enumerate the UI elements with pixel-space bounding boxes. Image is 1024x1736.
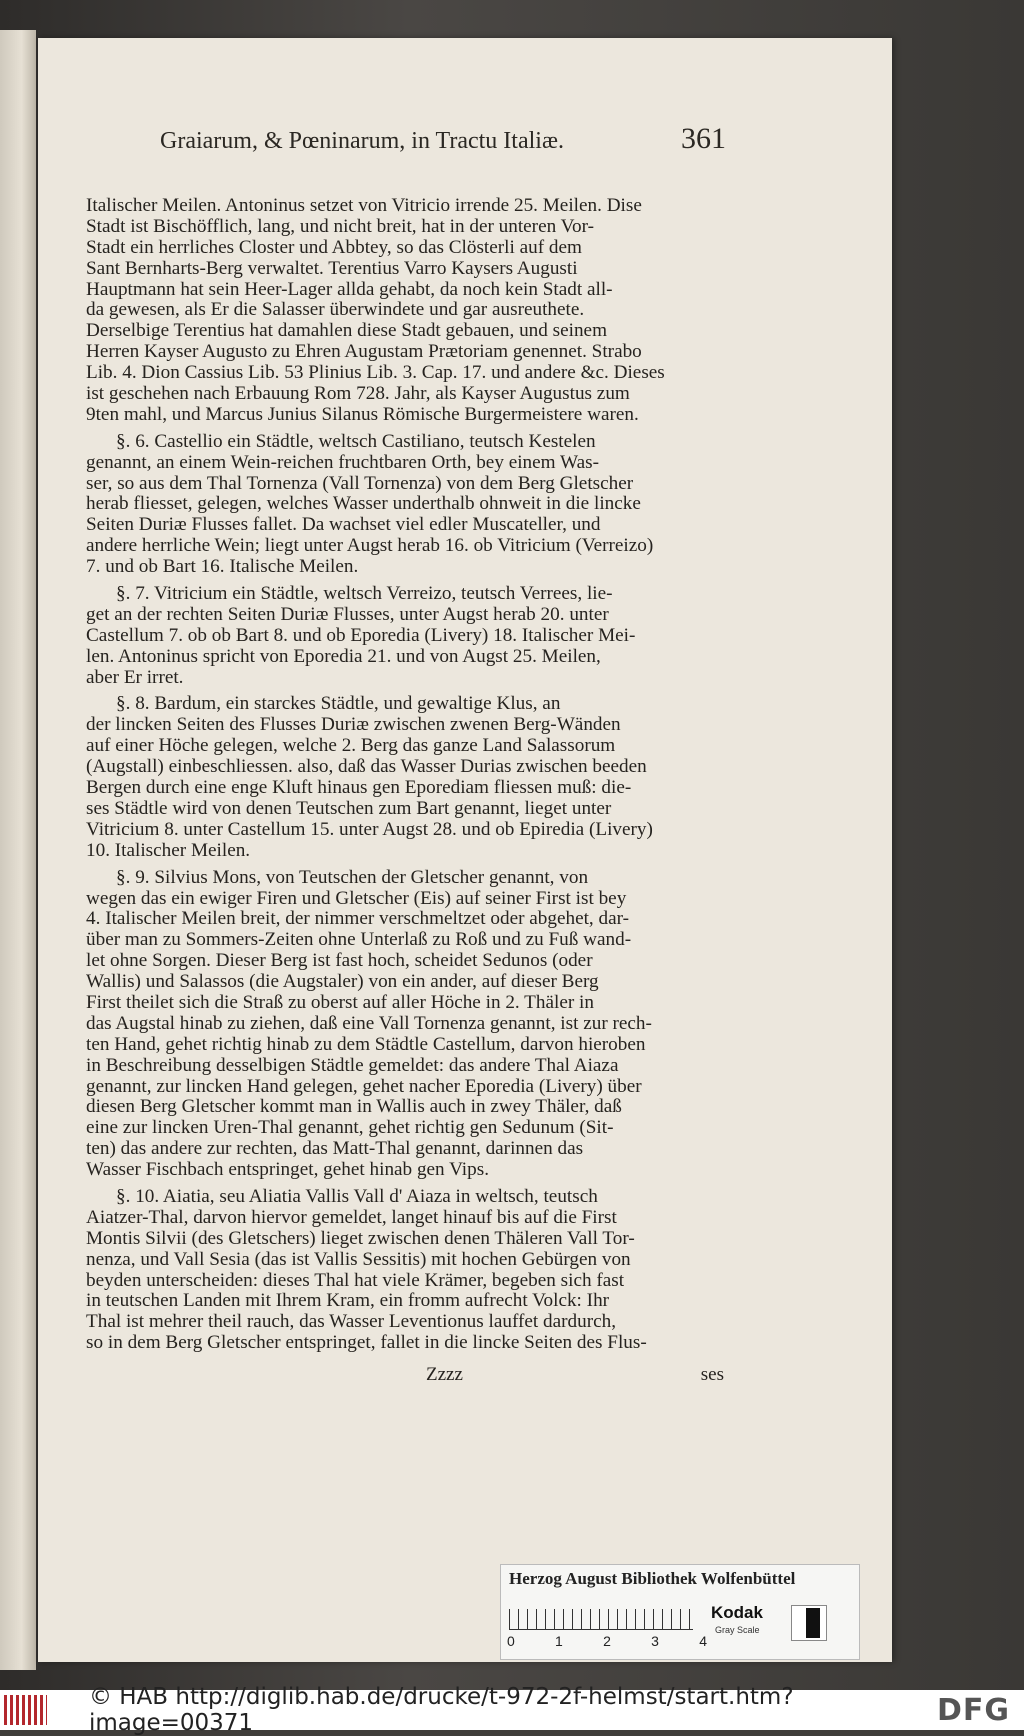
text-line: Stadt ist Bischöfflich, lang, und nicht breit, hat in der unteren Vor- bbox=[86, 216, 594, 237]
text-line: ser, so aus dem Thal Tornenza (Vall Tornenza) von dem Berg Gletscher bbox=[86, 473, 634, 494]
viewer-bottom-bar bbox=[0, 1684, 1024, 1736]
text-line: §. 6. Castellio ein Städtle, weltsch Castiliano, teutsch Kestelen bbox=[116, 431, 596, 452]
text-line: eine zur lincken Uren-Thal genannt, gehet richtig gen Sedunum (Sit- bbox=[86, 1118, 614, 1139]
text-line: ist geschehen nach Erbauung Rom 728. Jahr, als Kayser Augustus zum bbox=[86, 384, 630, 405]
text-line: so in dem Berg Gletscher entspringet, fallet in die lincke Seiten des Flus- bbox=[86, 1333, 647, 1354]
kodak-brand: Kodak bbox=[711, 1603, 763, 1622]
text-line: in Beschreibung desselbigen Städtle gemeldet: das andere Thal Aiaza bbox=[86, 1055, 619, 1076]
text-line: Lib. 4. Dion Cassius Lib. 53 Plinius Lib. 3. Cap. 17. und andere &c. Dieses bbox=[86, 363, 665, 384]
text-line: über man zu Sommers-Zeiten ohne Unterlaß zu Roß und zu Fuß wand- bbox=[86, 930, 632, 951]
page-number: 361 bbox=[681, 122, 726, 155]
text-line: Vitricium 8. unter Castellum 15. unter Augst 28. und ob Epiredia (Livery) bbox=[86, 819, 653, 840]
text-line: 10. Italischer Meilen. bbox=[86, 840, 251, 861]
text-line: let ohne Sorgen. Dieser Berg ist fast hoch, scheidet Sedunos (oder bbox=[86, 951, 593, 972]
text-line: andere herrliche Wein; liegt unter Augst herab 16. ob Vitricium (Verreizo) bbox=[86, 536, 654, 557]
text-line: §. 8. Bardum, ein starckes Städtle, und gewaltige Klus, an bbox=[116, 694, 561, 715]
text-line: aber Er irret. bbox=[86, 667, 184, 688]
text-line: get an der rechten Seiten Duriæ Flusses, unter Augst herab 20. unter bbox=[86, 604, 609, 625]
text-line: §. 7. Vitricium ein Städtle, weltsch Verreizo, teutsch Verrees, lie- bbox=[116, 584, 613, 605]
scale-number: 2 bbox=[603, 1633, 611, 1649]
text-line: Derselbige Terentius hat damahlen diese Stadt gebauen, und seinem bbox=[86, 321, 608, 342]
text-line: Herren Kayser Augusto zu Ehren Augustam Prætoriam genennet. Strabo bbox=[86, 342, 642, 363]
text-line: auf einer Höche gelegen, welche 2. Berg das ganze Land Salassorum bbox=[86, 736, 616, 757]
text-line: der lincken Seiten des Flusses Duriæ zwischen zwenen Berg-Wänden bbox=[86, 715, 621, 736]
text-line: Stadt ein herrliches Closter und Abbtey, so das Clösterli auf dem bbox=[86, 237, 582, 258]
scale-number: 4 bbox=[699, 1633, 707, 1649]
text-line: ses Städtle wird von denen Teutschen zum Bart genannt, lieget unter bbox=[86, 798, 612, 819]
color-calibration-card bbox=[500, 1564, 860, 1660]
scale-number: 3 bbox=[651, 1633, 659, 1649]
text-line: genannt, zur lincken Hand gelegen, gehet nacher Eporedia (Livery) über bbox=[86, 1076, 642, 1097]
text-line: Seiten Duriæ Flusses fallet. Da wachset viel edler Muscateller, und bbox=[86, 515, 601, 536]
text-line: First theilet sich die Straß zu oberst auf aller Höche in 2. Thäler in bbox=[86, 992, 594, 1013]
text-line: (Augstall) einbeschliessen. also, daß das Wasser Durias zwischen beeden bbox=[86, 757, 647, 778]
signature-mark: Zzzz bbox=[426, 1364, 463, 1385]
text-line: in teutschen Landen mit Ihrem Kram, ein fromm aufrecht Volck: Ihr bbox=[86, 1291, 610, 1312]
body-text bbox=[86, 196, 724, 1354]
source-url[interactable]: © HAB http://diglib.hab.de/drucke/t-972-2f-helmst/start.htm?image=00371 bbox=[88, 1684, 794, 1736]
text-line: Hauptmann hat sein Heer-Lager allda gehabt, da noch kein Stadt all- bbox=[86, 279, 613, 300]
text-line: beyden unterscheiden: dieses Thal hat viele Krämer, begeben sich fast bbox=[86, 1270, 625, 1291]
scale-ruler bbox=[509, 1609, 693, 1630]
text-line: genannt, an einem Wein-reichen fruchtbaren Orth, bey einem Was- bbox=[86, 452, 599, 473]
text-line: Bergen durch eine enge Kluft hinaus gen Eporediam fliessen muß: die- bbox=[86, 778, 632, 799]
dfg-logo: DFG bbox=[936, 1692, 1010, 1728]
text-line: herab fliesset, gelegen, welches Wasser underthalb ohnweit in die lincke bbox=[86, 494, 641, 515]
scale-numbers bbox=[507, 1633, 707, 1649]
page-footer bbox=[86, 1364, 724, 1386]
text-line: §. 9. Silvius Mons, von Teutschen der Gletscher genannt, von bbox=[116, 867, 589, 888]
text-line: Sant Bernharts-Berg verwaltet. Terentius Varro Kaysers Augusti bbox=[86, 258, 578, 279]
text-line: Montis Silvii (des Gletschers) lieget zwischen denen Thäleren Vall Tor- bbox=[86, 1228, 635, 1249]
text-line: ten) das andere zur rechten, das Matt-Thal genannt, darinnen das bbox=[86, 1139, 584, 1160]
text-line: Wallis) und Salassos (die Augstaler) von ein ander, auf dieser Berg bbox=[86, 972, 599, 993]
facing-page-edge bbox=[0, 30, 36, 1670]
scale-number: 1 bbox=[555, 1633, 563, 1649]
running-header bbox=[160, 122, 726, 156]
text-line: 9ten mahl, und Marcus Junius Silanus Römische Burgermeistere waren. bbox=[86, 404, 639, 425]
text-line: Thal ist mehrer theil rauch, das Wasser Leventionus lauffet dardurch, bbox=[86, 1312, 617, 1333]
hab-logo-icon bbox=[4, 1695, 47, 1725]
text-line: len. Antoninus spricht von Eporedia 21. und von Augst 25. Meilen, bbox=[86, 646, 601, 667]
gray-scale-label: Gray Scale bbox=[715, 1625, 760, 1635]
text-line: 7. und ob Bart 16. Italische Meilen. bbox=[86, 557, 359, 578]
text-line: 4. Italischer Meilen breit, der nimmer verschmeltzet oder abgehet, dar- bbox=[86, 909, 630, 930]
text-line: Castellum 7. ob ob Bart 8. und ob Eporedia (Livery) 18. Italischer Mei- bbox=[86, 625, 636, 646]
text-line: §. 10. Aiatia, seu Aliatia Vallis Vall d' Aiaza in weltsch, teutsch bbox=[116, 1186, 598, 1207]
text-line: wegen das ein ewiger Firen und Gletscher (Eis) auf seiner First ist bey bbox=[86, 888, 627, 909]
text-line: ten Hand, gehet richtig hinab zu dem Städtle Castellum, darvon hieroben bbox=[86, 1034, 646, 1055]
scale-number: 0 bbox=[507, 1633, 515, 1649]
library-name: Herzog August Bibliothek Wolfenbüttel bbox=[509, 1569, 796, 1588]
text-line: diesen Berg Gletscher kommt man in Wallis auch in zwey Thäler, daß bbox=[86, 1097, 622, 1118]
text-line: Italischer Meilen. Antoninus setzet von Vitricio irrende 25. Meilen. Dise bbox=[86, 196, 642, 216]
catchword: ses bbox=[700, 1364, 724, 1385]
text-line: Aiatzer-Thal, darvon hiervor gemeldet, langet hinauf bis auf die First bbox=[86, 1207, 617, 1228]
running-title: Graiarum, & Pœninarum, in Tractu Italiæ. bbox=[160, 128, 564, 154]
text-line: Wasser Fischbach entspringet, gehet hinab gen Vips. bbox=[86, 1160, 489, 1181]
text-line: das Augstal hinab zu ziehen, daß eine Vall Tornenza genannt, ist zur rech- bbox=[86, 1013, 652, 1034]
text-line: nenza, und Vall Sesia (das ist Vallis Sessitis) mit hochen Gebürgen von bbox=[86, 1249, 631, 1270]
gray-swatch bbox=[791, 1605, 827, 1641]
text-line: da gewesen, als Er die Salasser überwindete und gar ausreuthete. bbox=[86, 300, 585, 321]
